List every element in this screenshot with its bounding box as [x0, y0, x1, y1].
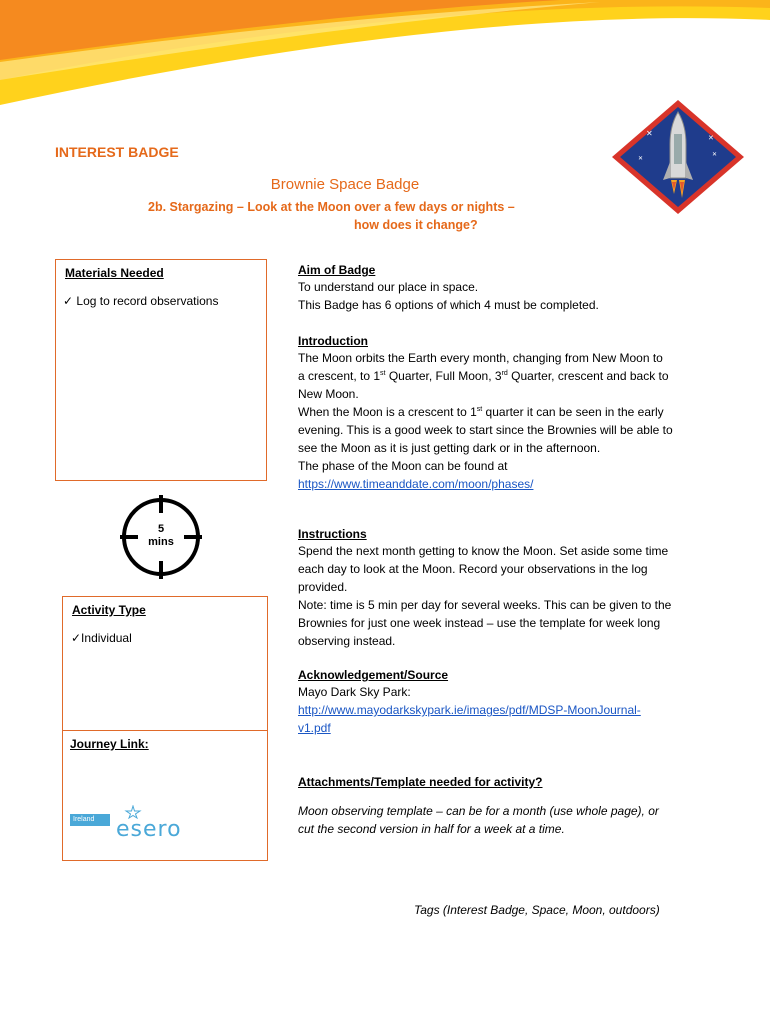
aim-line-2: This Badge has 6 options of which 4 must be completed.: [298, 298, 599, 312]
intro-p2a-pre: When the Moon is a crescent to 1: [298, 405, 477, 419]
attachments-line-1: Moon observing template – can be for a month (use whole page), or: [298, 804, 659, 818]
svg-text:✕: ✕: [646, 129, 653, 138]
acknowledgement-section: [298, 667, 728, 737]
instructions-line: provided.: [298, 580, 348, 594]
journey-box: [62, 730, 268, 861]
esero-ireland-tag: Ireland: [70, 814, 110, 826]
materials-heading: Materials Needed: [65, 266, 164, 280]
activity-box: [62, 596, 268, 737]
timer-unit: mins: [148, 536, 174, 548]
instructions-line: each day to look at the Moon. Record your observations in the log: [298, 562, 648, 576]
introduction-section: [298, 333, 728, 493]
timer-value: 5: [157, 523, 165, 535]
intro-p2a-sup: st: [476, 406, 483, 413]
activity-heading: Activity Type: [72, 603, 146, 617]
attachments-section: [298, 774, 728, 838]
materials-item: ✓ Log to record observations: [63, 294, 219, 308]
instructions-line: observing instead.: [298, 634, 396, 648]
aim-line-1: To understand our place in space.: [298, 280, 479, 294]
intro-p1b-sup2: rd: [501, 370, 508, 377]
intro-p1b-post: Quarter, crescent and back to: [507, 369, 669, 383]
intro-p1a: The Moon orbits the Earth every month, changing from New Moon to: [298, 351, 663, 365]
intro-p2a: [298, 403, 728, 421]
intro-p2a-post: quarter it can be seen in the early: [482, 405, 664, 419]
intro-p2b: evening. This is a good week to start since the Brownies will be able to: [298, 423, 673, 437]
journey-heading: Journey Link:: [70, 737, 149, 751]
page-title: Brownie Space Badge: [270, 176, 420, 193]
intro-p3: The phase of the Moon can be found at: [298, 459, 508, 473]
moon-phases-link[interactable]: https://www.timeanddate.com/moon/phases/: [298, 477, 534, 491]
intro-p1c: New Moon.: [298, 387, 359, 401]
aim-heading: Aim of Badge: [298, 263, 376, 277]
activity-value: ✓Individual: [71, 631, 132, 645]
instructions-line: Spend the next month getting to know the Moon. Set aside some time: [298, 544, 669, 558]
tags: Tags (Interest Badge, Space, Moon, outdoors): [414, 903, 660, 917]
intro-p2c: see the Moon as it is just getting dark or in the afternoon.: [298, 441, 601, 455]
acknowledgement-heading: Acknowledgement/Source: [298, 668, 449, 682]
instructions-line: Note: time is 5 min per day for several weeks. This can be given to the: [298, 598, 672, 612]
badge-category: INTEREST BADGE: [55, 144, 179, 160]
acknowledgement-source: Mayo Dark Sky Park:: [298, 685, 411, 699]
intro-p1b-sup1: st: [380, 370, 386, 377]
esero-logo: [70, 805, 190, 851]
intro-p1b-pre: a crescent, to 1: [298, 369, 381, 383]
space-badge-logo: [608, 98, 748, 216]
intro-p1b-mid: Quarter, Full Moon, 3: [385, 369, 502, 383]
svg-text:✕: ✕: [712, 151, 718, 158]
attachments-line-2: cut the second version in half for a week at a time.: [298, 822, 565, 836]
intro-p1b: [298, 367, 728, 385]
subtitle-line-2: how does it change?: [354, 218, 478, 232]
svg-text:✕: ✕: [638, 155, 644, 162]
right-column: [298, 262, 718, 314]
svg-text:✕: ✕: [708, 134, 714, 142]
materials-box: [55, 259, 267, 481]
mayo-dark-sky-link[interactable]: http://www.mayodarkskypark.ie/images/pdf/MDSP-MoonJournal-: [298, 703, 641, 717]
mayo-dark-sky-link-cont[interactable]: v1.pdf: [298, 721, 331, 735]
instructions-section: [298, 526, 728, 650]
attachments-heading: Attachments/Template needed for activity?: [298, 775, 543, 789]
esero-wordmark: esero: [116, 817, 182, 842]
instructions-line: Brownies for just one week instead – use the template for week long: [298, 616, 661, 630]
introduction-heading: Introduction: [298, 334, 368, 348]
subtitle-line-1: 2b. Stargazing – Look at the Moon over a few days or nights –: [148, 200, 515, 214]
instructions-heading: Instructions: [298, 527, 367, 541]
